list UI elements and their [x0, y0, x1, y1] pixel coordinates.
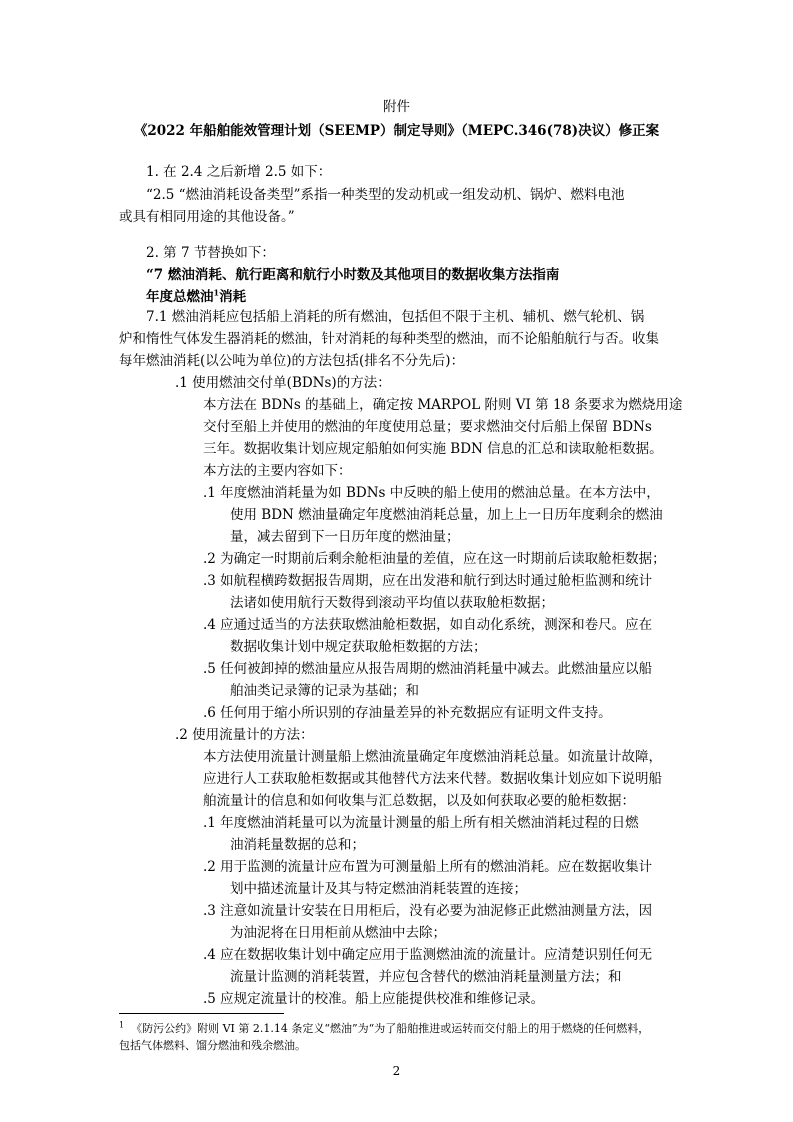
method-1-desc-line2: 交付至船上并使用的燃油的年度使用总量；要求燃油交付后船上保留 BDNs [203, 419, 652, 435]
item-1-definition-cont: 或具有相同用途的其他设备。” [119, 209, 295, 225]
method-1-desc-line4: 本方法的主要内容如下： [203, 463, 352, 479]
footnote-divider [119, 1013, 284, 1014]
subheading-part-b: 消耗 [219, 289, 247, 305]
method-2-sub-3: .3 注意如流量计安装在日用柜后，没有必要为油泥修正此燃油测量方法，因 [203, 903, 653, 919]
page-number: 2 [392, 1064, 401, 1078]
annex-label: 附件 [383, 99, 410, 115]
method-1-sub-4-line2: 数据收集计划中规定获取舱柜数据的方法； [230, 639, 487, 655]
method-2-sub-2-line2: 划中描述流量计及其与特定燃油消耗装置的连接； [230, 881, 527, 897]
method-2-sub-4-line2: 流量计监测的消耗装置，并应包含替代的燃油消耗量测量方法；和 [230, 969, 622, 985]
method-1-sub-1-line3: 量，减去留到下一日历年度的燃油量； [230, 529, 460, 545]
method-2-title: .2 使用流量计的方法： [175, 727, 314, 743]
para-7-1-line2: 炉和惰性气体发生器消耗的燃油，针对消耗的每种类型的燃油，而不论船舶航行与否。收集 [119, 331, 659, 347]
method-1-sub-3-line2: 法诸如使用航行天数得到滚动平均值以获取舱柜数据； [230, 595, 554, 611]
method-2-desc-line3: 舶流量计的信息和如何收集与汇总数据，以及如何获取必要的舱柜数据： [203, 793, 635, 809]
method-1-title: .1 使用燃油交付单(BDNs)的方法： [175, 375, 391, 391]
footnote [119, 1020, 649, 1037]
method-1-sub-3: .3 如航程横跨数据报告周期，应在出发港和航行到达时通过舱柜监测和统计 [203, 573, 653, 589]
method-1-sub-4: .4 应通过适当的方法获取燃油舱柜数据，如自动化系统，测深和卷尺。应在 [203, 617, 653, 633]
footnote-line2: 包括气体燃料、馏分燃油和残余燃油。 [119, 1039, 306, 1052]
footnote-text: 《防污公约》附则 VI 第 2.1.14 条定义“燃油”为“为了船舶推进或运转而交付船上的用于燃烧的任何燃料， [131, 1022, 650, 1035]
method-1-sub-2: .2 为确定一时期前后剩余舱柜油量的差值，应在这一时期前后读取舱柜数据； [203, 551, 666, 567]
method-2-sub-5: .5 应规定流量计的校准。船上应能提供校准和维修记录。 [203, 991, 545, 1007]
method-2-desc-line2: 应进行人工获取舱柜数据或其他替代方法来代替。数据收集计划应如下说明船 [203, 771, 662, 787]
method-1-desc-line3: 三年。数据收集计划应规定船舶如何实施 BDN 信息的汇总和读取舱柜数据。 [203, 441, 663, 457]
method-1-desc: 本方法在 BDNs 的基础上，确定按 MARPOL 附则 VI 第 18 条要求为燃烧用途 [203, 397, 683, 413]
item-1-intro: 1. 在 2.4 之后新增 2.5 如下： [146, 164, 332, 180]
method-1-sub-1: .1 年度燃油消耗量为如 BDNs 中反映的船上使用的燃油总量。在本方法中， [203, 485, 660, 501]
method-2-sub-3-line2: 为油泥将在日用柜前从燃油中去除； [230, 925, 446, 941]
subheading-part-a: 年度总燃油 [146, 289, 214, 305]
subheading-annual-fuel [146, 286, 246, 308]
item-1-definition: “2.5 “燃油消耗设备类型”系指一种类型的发动机或一组发动机、锅炉、燃料电池 [146, 187, 625, 203]
para-7-1-line3: 每年燃油消耗(以公吨为单位)的方法包括(排名不分先后)： [119, 353, 465, 369]
method-1-sub-1-line2: 使用 BDN 燃油量确定年度燃油消耗总量，加上上一日历年度剩余的燃油 [230, 507, 663, 523]
method-2-desc: 本方法使用流量计测量船上燃油流量确定年度燃油消耗总量。如流量计故障， [203, 749, 662, 765]
method-2-sub-1: .1 年度燃油消耗量可以为流量计测量的船上所有相关燃油消耗过程的日燃 [203, 815, 639, 831]
footnote-mark: 1 [119, 1020, 125, 1030]
item-2-intro: 2. 第 7 节替换如下： [146, 245, 275, 261]
method-2-sub-4: .4 应在数据收集计划中确定应用于监测燃油流的流量计。应清楚识别任何无 [203, 947, 653, 963]
method-1-sub-5: .5 任何被卸掉的燃油量应从报告周期的燃油消耗量中减去。此燃油量应以船 [203, 661, 653, 677]
method-2-sub-2: .2 用于监测的流量计应布置为可测量船上所有的燃油消耗。应在数据收集计 [203, 859, 653, 875]
para-7-1: 7.1 燃油消耗应包括船上消耗的所有燃油，包括但不限于主机、辅机、燃气轮机、锅 [146, 309, 645, 325]
document-title: 《2022 年船舶能效管理计划（SEEMP）制定导则》（MEPC.346(78)决议）修正案 [133, 123, 660, 139]
method-1-sub-6: .6 任何用于缩小所识别的存油量差异的补充数据应有证明文件支持。 [203, 705, 612, 721]
method-1-sub-5-line2: 舶油类记录簿的记录为基础；和 [230, 683, 419, 699]
section-7-heading: “7 燃油消耗、航行距离和航行小时数及其他项目的数据收集方法指南 [146, 267, 560, 283]
footnote-ref: 1 [213, 287, 220, 298]
method-2-sub-1-line2: 油消耗量数据的总和； [230, 837, 365, 853]
